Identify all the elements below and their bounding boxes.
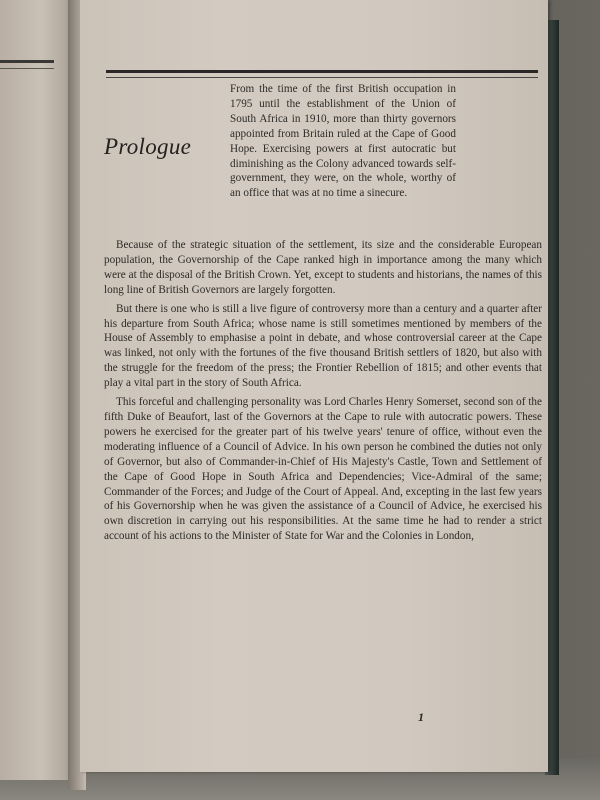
paragraph: This forceful and challenging personality was Lord Charles Henry Somerset, second son of the fifth Duke of Beaufort, last of the Governors at the Cape to rule with autocratic powers. These powers he exercised for the greater part of his twelve years' tenure of office, without even the moderating influence of a Council of Advice. In his own person he combined the duties not only of Governor, but also of Commander-in-Chief of His Majesty's Castle, Town and Settlement of the Cape of Good Hope in South Africa and Dependencies; Vice-Admiral of the same; Commander of the Forces; and Judge of the Court of Appeal. And, excepting in the last few years of his Governorship when he was given the assistance of a Council of Advice, he exercised his own discretion in carrying out his responsibilities. At the same time he had to render a strict account of his actions to the Minister of State for War and the Colonies in London, — [104, 396, 542, 543]
intro-paragraph: From the time of the first British occupation in 1795 until the establishment of the Union of South Africa in 1910, more than thirty governors appointed from Britain ruled at the Cape of Good Hope. Exercising powers at first autocratic but diminishing as the Colony advanced towards self-government, they were, on the whole, worthy of an office that was at no time a sinecure. — [230, 83, 456, 200]
left-facing-page — [0, 0, 77, 780]
paragraph: But there is one who is still a live figure of controversy more than a century and a quarter after his departure from South Africa; whose name is still sometimes mentioned by members of the House of Assembly to emphasise a point in debate, and whose controversial career at the Cape was linked, not only with the fortunes of the five thousand British settlers of 1820, but also with the struggle for the freedom of the press; the Frontier Rebellion of 1815; and other events that play a vital part in the story of South Africa. — [104, 302, 542, 390]
header-rule — [106, 70, 538, 73]
left-page-rule — [0, 60, 54, 63]
book-page — [80, 0, 548, 772]
paragraph: Because of the strategic situation of the settlement, its size and the considerable European population, the Governorship of the Cape ranked high in importance among the many which were at the disposal of the British Crown. Yet, except to students and historians, the names of this long line of British Governors are largely forgotten. — [104, 239, 542, 296]
left-page-rule-thin — [0, 68, 54, 69]
page-number: 1 — [418, 710, 424, 724]
header-rule-thin — [106, 77, 538, 78]
chapter-title: Prologue — [104, 134, 192, 159]
body-text — [104, 238, 542, 548]
